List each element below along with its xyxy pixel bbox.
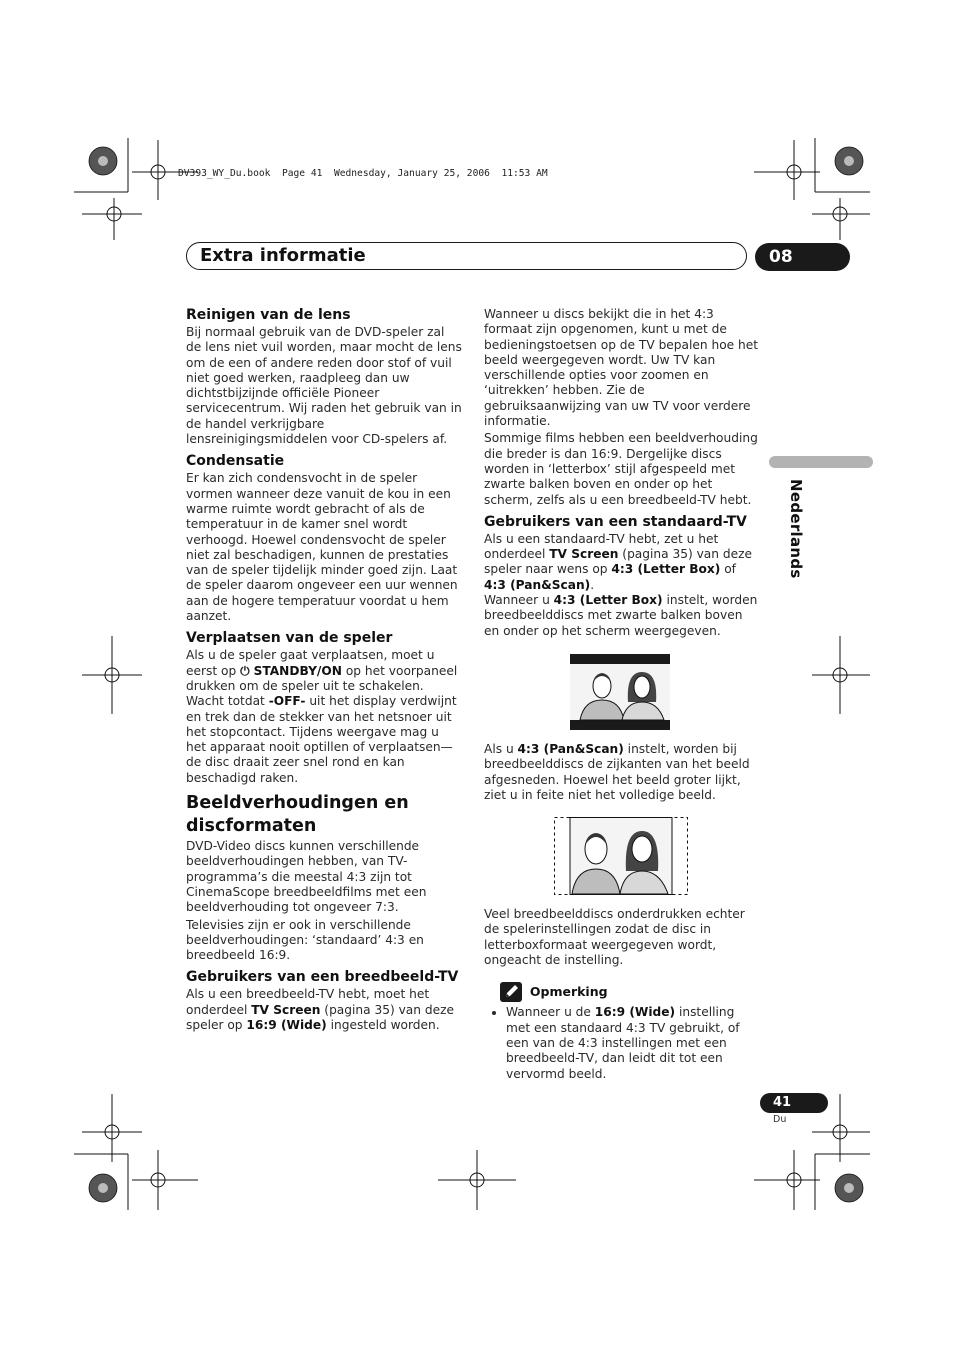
body-breedbeeld: Als u een breedbeeld-TV hebt, moet het onderdeel TV Screen (pagina 35) van deze speler op 16:9 (Wide) ingesteld worden.: [186, 987, 455, 1032]
heading-condensatie: Condensatie: [186, 453, 285, 470]
power-icon: ⏻: [240, 663, 250, 678]
note-item: • Wanneer u de 16:9 (Wide) instelling met een standaard 4:3 TV gebruikt, of een van de 4:3 instellingen met een breedbeeld-TV, dan leidt dit tot een vervormd beeld.: [506, 1005, 760, 1081]
print-slug: DV393_WY_Du.book Page 41 Wednesday, January 25, 2006 11:53 AM: [178, 168, 548, 179]
heading-beeldverhoudingen: Beeldverhoudingen en discformaten: [186, 793, 409, 837]
chapter-title: Extra informatie: [200, 245, 366, 266]
note-title: Opmerking: [529, 983, 608, 999]
page-number: 41: [760, 1093, 828, 1113]
chapter-number-badge: 08: [755, 243, 850, 271]
note-pencil-icon: [500, 982, 522, 1002]
body-override: Veel breedbeelddiscs onderdrukken echter de spelerinstellingen zodat de disc in letterboxformaat weergegeven wordt, ongeacht de instelling.: [484, 907, 745, 968]
left-column: [186, 307, 462, 1033]
body-4-3-intro: Wanneer u discs bekijkt die in het 4:3 formaat zijn opgenomen, kunt u met de bedieningstoetsen op de TV bepalen hoe het beeld weergegeven wordt. Uw TV kan verschillende opties voor zoomen en ‘uitrekken’ hebben. Zie de gebruiksaanwijzing van uw TV voor verdere informatie.: [484, 307, 759, 429]
note-block: [484, 982, 760, 1002]
heading-verplaatsen: Verplaatsen van de speler: [186, 630, 393, 647]
pan-scan-illustration: [554, 817, 688, 895]
note-list: [484, 1005, 760, 1081]
language-tab-label: Nederlands: [787, 479, 805, 579]
body-standaard: Als u een standaard-TV hebt, zet u het onderdeel TV Screen (pagina 35) van deze speler naar wens op 4:3 (Letter Box) of 4:3 (Pan&Scan).: [484, 531, 753, 592]
body-letterbox-films: Sommige films hebben een beeldverhouding die breder is dan 16:9. Dergelijke discs worden in ‘letterbox’ stijl afgespeeld met zwarte balken boven en onder op het scherm, zelfs als u een breedbeeld-TV hebt.: [484, 431, 758, 507]
page-language: Du: [773, 1114, 787, 1125]
body-verplaatsen: Als u de speler gaat verplaatsen, moet u eerst op ⏻ STANDBY/ON op het voorpaneel drukken om de speler uit te schakelen. Wacht totdat -OFF- uit het display verdwijnt en trek dan de stekker van het netsnoer uit het stopcontact. Tijdens weergave mag u het apparaat nooit optillen of verplaatsen—de disc draait zeer snel rond en kan beschadigd raken.: [186, 648, 458, 785]
right-column: [484, 307, 760, 1082]
language-tab-bar: [769, 456, 873, 468]
heading-standaard: Gebruikers van een standaard-TV: [484, 513, 747, 530]
heading-breedbeeld: Gebruikers van een breedbeeld-TV: [186, 969, 459, 986]
letterbox-illustration: [570, 654, 670, 730]
body-pan-scan: Als u 4:3 (Pan&Scan) instelt, worden bij breedbeelddiscs de zijkanten van het beeld afgesneden. Hoewel het beeld groter lijkt, ziet u in feite niet het volledige beeld.: [484, 741, 750, 802]
body-letterbox-setting: Wanneer u 4:3 (Letter Box) instelt, worden breedbeelddiscs met zwarte balken boven en onder op het scherm weergegeven.: [484, 593, 758, 638]
body-condensatie: Er kan zich condensvocht in de speler vormen wanneer deze vanuit de kou in een warme ruimte wordt gebracht of als de temperatuur in de kamer snel wordt verhoogd. Hoewel condensvocht de speler niet zal beschadigen, kunnen de prestaties van de speler tijdelijk minder goed zijn. Laat de speler daarom ongeveer een uur wennen aan de hogere temperatuur voordat u hem aanzet.: [186, 471, 458, 624]
heading-lens: Reinigen van de lens: [186, 307, 351, 323]
body-lens: Bij normaal gebruik van de DVD-speler zal de lens niet vuil worden, maar mocht de lens om de een of andere reden door stof of vuil niet goed werken, raadpleeg dan uw dichtstbijzijnde officiële Pioneer servicecentrum. Wij raden het gebruik van in de handel verkrijgbare lensreinigingsmiddelen voor CD-spelers af.: [186, 325, 462, 447]
body-beeld-2: Televisies zijn er ook in verschillende beeldverhoudingen: ‘standaard’ 4:3 en breedbeeld 16:9.: [186, 917, 424, 963]
body-beeld-1: DVD-Video discs kunnen verschillende beeldverhoudingen hebben, van TV-programma’s die meestal 4:3 zijn tot CinemaScope breedbeeldfilms met een beeldverhouding tot ongeveer 7:3.: [186, 839, 427, 915]
